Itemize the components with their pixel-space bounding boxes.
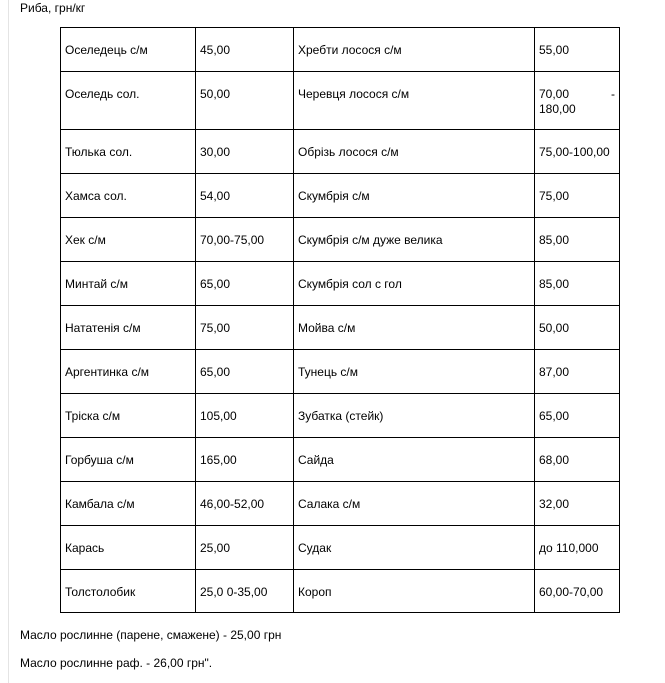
fish-price-cell: 85,00 — [535, 218, 620, 262]
fish-name-cell: Оселедець с/м — [61, 28, 196, 72]
fish-name-cell: Тюлька сол. — [61, 130, 196, 174]
fish-name-cell: Хребти лосося с/м — [294, 28, 535, 72]
fish-price-cell: 85,00 — [535, 262, 620, 306]
fish-price-cell: 65,00 — [535, 394, 620, 438]
fish-price-cell: 105,00 — [196, 394, 294, 438]
fish-name-cell: Аргентинка с/м — [61, 350, 196, 394]
table-row — [61, 306, 620, 350]
fish-name-cell: Нататенія с/м — [61, 306, 196, 350]
fish-name-cell: Минтай с/м — [61, 262, 196, 306]
table-row — [61, 394, 620, 438]
page-left-border — [8, 0, 9, 683]
fish-name-cell: Оселедь сол. — [61, 72, 196, 130]
fish-price-cell: 25,00 — [196, 526, 294, 570]
fish-price-cell: 60,00-70,00 — [535, 570, 620, 613]
fish-price-cell: 68,00 — [535, 438, 620, 482]
fish-name-cell: Судак — [294, 526, 535, 570]
table-row — [61, 526, 620, 570]
table-row — [61, 28, 620, 72]
fish-name-cell: Зубатка (стейк) — [294, 394, 535, 438]
fish-price-cell: 65,00 — [196, 350, 294, 394]
fish-name-cell: Мойва с/м — [294, 306, 535, 350]
fish-price-cell: 87,00 — [535, 350, 620, 394]
table-row — [61, 130, 620, 174]
fish-price-cell: 70,00-75,00 — [196, 218, 294, 262]
fish-price-cell: 165,00 — [196, 438, 294, 482]
fish-price-table — [60, 27, 620, 613]
fish-price-cell: 50,00 — [196, 72, 294, 130]
price-range-start: 70,00 - — [539, 87, 615, 101]
oil-price-note: Масло рослинне (парене, смажене) - 25,00 грн — [20, 628, 282, 642]
table-row — [61, 438, 620, 482]
price-range-end: 180,00 — [539, 102, 576, 116]
fish-name-cell: Сайда — [294, 438, 535, 482]
fish-price-cell: 50,00 — [535, 306, 620, 350]
fish-price-cell: 75,00-100,00 — [535, 130, 620, 174]
table-row — [61, 262, 620, 306]
table-caption: Риба, грн/кг — [20, 1, 86, 15]
fish-price-cell: 75,00 — [196, 306, 294, 350]
refined-oil-price-note: Масло рослинне раф. - 26,00 грн". — [20, 656, 213, 670]
fish-price-cell: 25,0 0-35,00 — [196, 570, 294, 613]
fish-price-cell: до 110,000 — [535, 526, 620, 570]
fish-price-cell: 45,00 — [196, 28, 294, 72]
fish-price-cell: 75,00 — [535, 174, 620, 218]
table-row — [61, 174, 620, 218]
fish-name-cell: Скумбрія сол с гол — [294, 262, 535, 306]
fish-name-cell: Хамса сол. — [61, 174, 196, 218]
fish-name-cell: Горбуша с/м — [61, 438, 196, 482]
fish-name-cell: Толстолобик — [61, 570, 196, 613]
fish-name-cell: Тріска с/м — [61, 394, 196, 438]
table-row — [61, 482, 620, 526]
fish-name-cell: Скумбрія с/м дуже велика — [294, 218, 535, 262]
fish-price-cell: 55,00 — [535, 28, 620, 72]
table-row — [61, 72, 620, 130]
fish-name-cell: Хек с/м — [61, 218, 196, 262]
fish-name-cell: Тунець с/м — [294, 350, 535, 394]
fish-name-cell: Короп — [294, 570, 535, 613]
fish-name-cell: Обрізь лосося с/м — [294, 130, 535, 174]
fish-name-cell: Карась — [61, 526, 196, 570]
fish-name-cell: Черевця лосося с/м — [294, 72, 535, 130]
table-row — [61, 350, 620, 394]
table-row — [61, 570, 620, 613]
table-row — [61, 218, 620, 262]
fish-price-cell: 65,00 — [196, 262, 294, 306]
fish-price-cell: 46,00-52,00 — [196, 482, 294, 526]
fish-name-cell: Салака с/м — [294, 482, 535, 526]
fish-price-cell — [535, 72, 620, 130]
fish-price-cell: 54,00 — [196, 174, 294, 218]
fish-name-cell: Скумбрія с/м — [294, 174, 535, 218]
fish-price-cell: 30,00 — [196, 130, 294, 174]
fish-name-cell: Камбала с/м — [61, 482, 196, 526]
fish-price-cell: 32,00 — [535, 482, 620, 526]
